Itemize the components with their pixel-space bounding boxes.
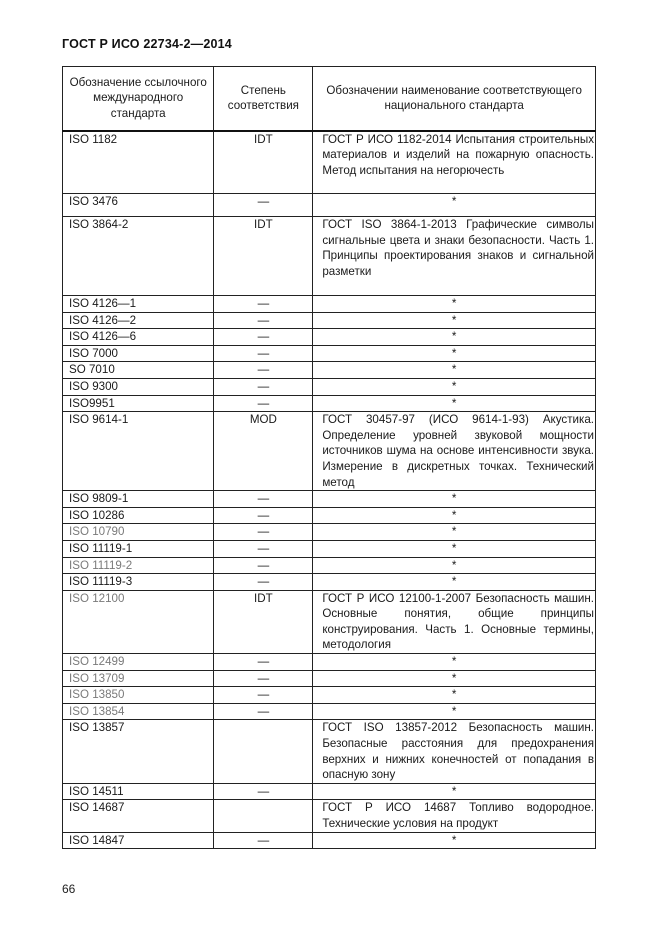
cell-national-standard: * bbox=[313, 378, 596, 395]
table-row bbox=[63, 540, 596, 557]
cell-international-ref: ISO 10790 bbox=[63, 524, 214, 541]
cell-international-ref: ISO 10286 bbox=[63, 507, 214, 524]
cell-international-ref: ISO 9300 bbox=[63, 378, 214, 395]
cell-international-ref: ISO 9809-1 bbox=[63, 491, 214, 508]
cell-compliance-degree: — bbox=[214, 362, 313, 379]
cell-compliance-degree: — bbox=[214, 540, 313, 557]
cell-national-standard: * bbox=[313, 832, 596, 849]
cell-compliance-degree: — bbox=[214, 524, 313, 541]
table-row bbox=[63, 312, 596, 329]
cell-national-standard: * bbox=[313, 329, 596, 346]
table-row bbox=[63, 574, 596, 591]
cell-international-ref: ISO 11119-3 bbox=[63, 574, 214, 591]
cell-compliance-degree: — bbox=[214, 395, 313, 412]
table-row bbox=[63, 491, 596, 508]
column-header-national-standard: Обозначении наименование соответствующего национального стандарта bbox=[313, 67, 596, 131]
cell-international-ref: ISO 12100 bbox=[63, 590, 214, 653]
cell-compliance-degree: — bbox=[214, 687, 313, 704]
table-row bbox=[63, 590, 596, 653]
table-row bbox=[63, 345, 596, 362]
cell-compliance-degree bbox=[214, 720, 313, 783]
cell-national-standard: ГОСТ ISO 13857-2012 Безопасность машин. Безопасные расстояния для предохранения верхних и нижних конечностей от попадания в опасную зону bbox=[313, 720, 596, 783]
cell-international-ref: ISO 4126—2 bbox=[63, 312, 214, 329]
cell-compliance-degree: — bbox=[214, 329, 313, 346]
table-header-row bbox=[63, 67, 596, 131]
cell-national-standard: * bbox=[313, 395, 596, 412]
table-row bbox=[63, 524, 596, 541]
reference-standards-table bbox=[62, 66, 596, 849]
table-row bbox=[63, 194, 596, 217]
cell-national-standard: * bbox=[313, 507, 596, 524]
cell-compliance-degree: — bbox=[214, 654, 313, 671]
table-row bbox=[63, 362, 596, 379]
cell-international-ref: ISO 13709 bbox=[63, 670, 214, 687]
cell-national-standard: ГОСТ Р ИСО 1182-2014 Испытания строительных материалов и изделий на пожарную опасность. Метод испытания на негорючесть bbox=[313, 131, 596, 194]
cell-compliance-degree: — bbox=[214, 345, 313, 362]
cell-international-ref: ISO 13857 bbox=[63, 720, 214, 783]
table-row bbox=[63, 412, 596, 491]
cell-compliance-degree: — bbox=[214, 783, 313, 800]
cell-compliance-degree: — bbox=[214, 312, 313, 329]
cell-national-standard: * bbox=[313, 687, 596, 704]
table-row bbox=[63, 720, 596, 783]
cell-international-ref: ISO 3864-2 bbox=[63, 217, 214, 296]
cell-compliance-degree: — bbox=[214, 194, 313, 217]
cell-international-ref: ISO 14847 bbox=[63, 832, 214, 849]
table-row bbox=[63, 395, 596, 412]
cell-national-standard: * bbox=[313, 491, 596, 508]
table-row bbox=[63, 296, 596, 313]
cell-national-standard: * bbox=[313, 540, 596, 557]
column-header-international-ref: Обозначение ссылочного международного стандарта bbox=[63, 67, 214, 131]
cell-compliance-degree: IDT bbox=[214, 217, 313, 296]
cell-national-standard: * bbox=[313, 703, 596, 720]
table-row bbox=[63, 217, 596, 296]
table-body bbox=[63, 131, 596, 849]
cell-compliance-degree: — bbox=[214, 574, 313, 591]
table-row bbox=[63, 654, 596, 671]
cell-international-ref: ISO 4126—6 bbox=[63, 329, 214, 346]
cell-compliance-degree: — bbox=[214, 507, 313, 524]
table-row bbox=[63, 687, 596, 704]
cell-international-ref: ISO 13850 bbox=[63, 687, 214, 704]
table-row bbox=[63, 800, 596, 832]
cell-compliance-degree bbox=[214, 800, 313, 832]
cell-compliance-degree: — bbox=[214, 832, 313, 849]
cell-international-ref: ISO 11119-1 bbox=[63, 540, 214, 557]
cell-national-standard: ГОСТ ISO 3864-1-2013 Графические символы сигнальные цвета и знаки безопасности. Часть 1. Принципы проектирования знаков и сигнальной разметки bbox=[313, 217, 596, 296]
cell-compliance-degree: — bbox=[214, 670, 313, 687]
cell-national-standard: * bbox=[313, 557, 596, 574]
page-number: 66 bbox=[62, 882, 76, 896]
cell-international-ref: ISO 1182 bbox=[63, 131, 214, 194]
cell-compliance-degree: — bbox=[214, 378, 313, 395]
cell-international-ref: ISO9951 bbox=[63, 395, 214, 412]
table-row bbox=[63, 131, 596, 194]
cell-international-ref: ISO 13854 bbox=[63, 703, 214, 720]
cell-national-standard: * bbox=[313, 362, 596, 379]
cell-international-ref: ISO 14687 bbox=[63, 800, 214, 832]
cell-compliance-degree: — bbox=[214, 296, 313, 313]
cell-international-ref: ISO 7000 bbox=[63, 345, 214, 362]
cell-national-standard: * bbox=[313, 296, 596, 313]
document-header: ГОСТ Р ИСО 22734-2—2014 bbox=[62, 37, 232, 51]
cell-international-ref: ISO 11119-2 bbox=[63, 557, 214, 574]
table-row bbox=[63, 783, 596, 800]
cell-international-ref: ISO 4126—1 bbox=[63, 296, 214, 313]
table-row bbox=[63, 703, 596, 720]
cell-international-ref: ISO 3476 bbox=[63, 194, 214, 217]
cell-national-standard: * bbox=[313, 345, 596, 362]
cell-compliance-degree: IDT bbox=[214, 131, 313, 194]
cell-national-standard: * bbox=[313, 194, 596, 217]
cell-national-standard: * bbox=[313, 524, 596, 541]
cell-compliance-degree: — bbox=[214, 703, 313, 720]
cell-national-standard: * bbox=[313, 312, 596, 329]
column-header-compliance-degree: Степень соответствия bbox=[214, 67, 313, 131]
table-row bbox=[63, 378, 596, 395]
cell-international-ref: ISO 9614-1 bbox=[63, 412, 214, 491]
cell-national-standard: ГОСТ 30457-97 (ИСО 9614-1-93) Акустика. Определение уровней звуковой мощности источников шума на основе интенсивности звука. Измерение в дискретных точках. Технический метод bbox=[313, 412, 596, 491]
cell-international-ref: ISO 14511 bbox=[63, 783, 214, 800]
cell-national-standard: ГОСТ Р ИСО 12100-1-2007 Безопасность машин. Основные понятия, общие принципы конструирования. Часть 1. Основные термины, методология bbox=[313, 590, 596, 653]
table-row bbox=[63, 670, 596, 687]
cell-national-standard: * bbox=[313, 670, 596, 687]
cell-compliance-degree: — bbox=[214, 557, 313, 574]
cell-national-standard: * bbox=[313, 654, 596, 671]
cell-international-ref: ISO 12499 bbox=[63, 654, 214, 671]
cell-national-standard: * bbox=[313, 574, 596, 591]
cell-national-standard: ГОСТ Р ИСО 14687 Топливо водородное. Технические условия на продукт bbox=[313, 800, 596, 832]
cell-compliance-degree: IDT bbox=[214, 590, 313, 653]
table-row bbox=[63, 507, 596, 524]
cell-national-standard: * bbox=[313, 783, 596, 800]
table-row bbox=[63, 832, 596, 849]
cell-international-ref: SO 7010 bbox=[63, 362, 214, 379]
table-row bbox=[63, 329, 596, 346]
table-row bbox=[63, 557, 596, 574]
cell-compliance-degree: MOD bbox=[214, 412, 313, 491]
cell-compliance-degree: — bbox=[214, 491, 313, 508]
